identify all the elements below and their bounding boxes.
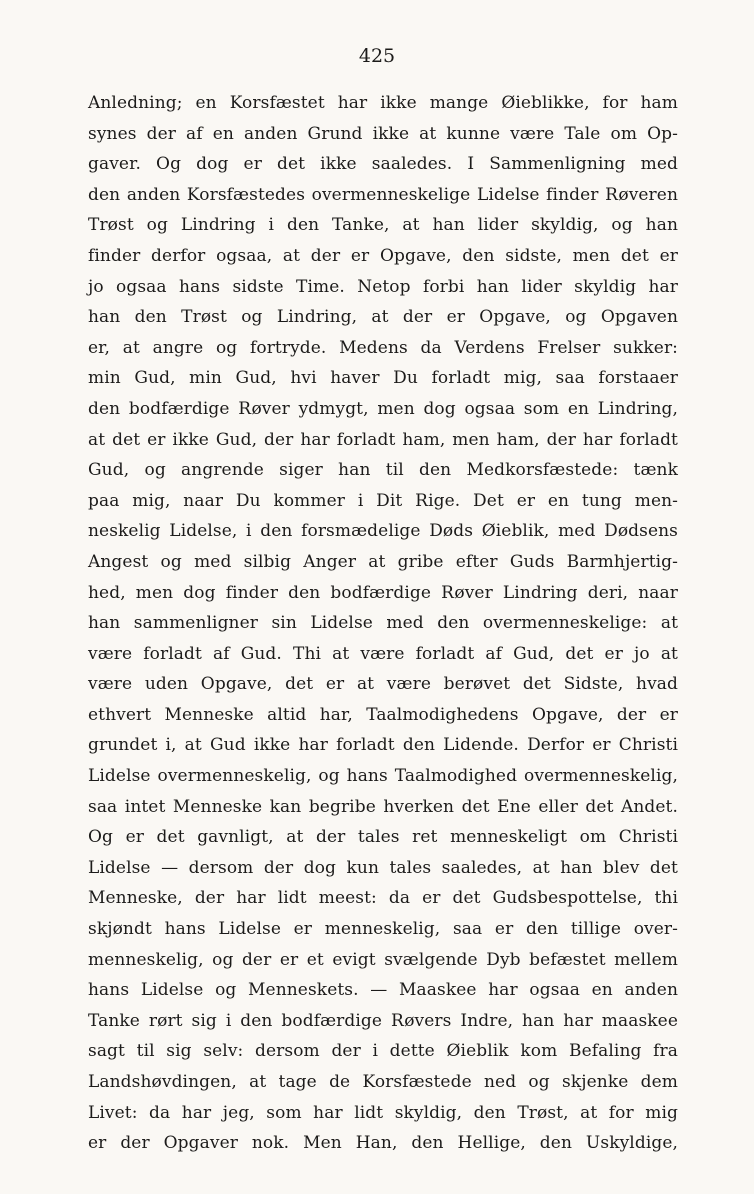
text-line: synes der af en anden Grund ikke at kunne være Tale om Op- [88, 123, 678, 144]
text-line: at det er ikke Gud, der har forladt ham, men ham, der har forladt [88, 429, 678, 450]
text-line: er der Opgaver nok. Men Han, den Hellige, den Uskyldige, [88, 1133, 678, 1154]
text-line: være uden Opgave, det er at være berøvet det Sidste, hvad [88, 674, 678, 695]
text-line: den anden Korsfæstedes overmenneskelige Lidelse finder Røveren [88, 184, 678, 205]
text-line: gaver. Og dog er det ikke saaledes. I Sammenligning med [88, 154, 678, 175]
text-line: han sammenligner sin Lidelse med den overmenneskelige: at [88, 613, 678, 634]
text-line: han den Trøst og Lindring, at der er Opgave, og Opgaven [88, 307, 678, 328]
text-line: Angest og med silbig Anger at gribe efter Guds Barmhjertig- [88, 551, 678, 572]
text-line: grundet i, at Gud ikke har forladt den Lidende. Derfor er Christi [88, 735, 678, 756]
text-line: Og er det gavnligt, at der tales ret menneskeligt om Christi [88, 827, 678, 848]
text-line: neskelig Lidelse, i den forsmædelige Døds Øieblik, med Dødsens [88, 521, 678, 542]
text-line: ethvert Menneske altid har, Taalmodighedens Opgave, der er [88, 704, 678, 725]
text-line: Landshøvdingen, at tage de Korsfæstede ned og skjenke dem [88, 1072, 678, 1092]
text-line: menneskelig, og der er et evigt svælgende Dyb befæstet mellem [88, 949, 678, 970]
text-line: min Gud, min Gud, hvi haver Du forladt mig, saa forstaaer [88, 368, 678, 389]
text-line: Livet: da har jeg, som har lidt skyldig, den Trøst, at for mig [88, 1102, 678, 1123]
text-line: Anledning; en Korsfæstet har ikke mange Øieblikke, for ham [88, 93, 678, 113]
text-line: den bodfærdige Røver ydmygt, men dog ogsaa som en Lindring, [88, 398, 678, 419]
text-line: Menneske, der har lidt meest: da er det Gudsbespottelse, thi [88, 888, 678, 909]
text-line: sagt til sig selv: dersom der i dette Øieblik kom Befaling fra [88, 1041, 678, 1062]
text-line: Gud, og angrende siger han til den Medkorsfæstede: tænk [88, 460, 678, 481]
text-line: finder derfor ogsaa, at der er Opgave, den sidste, men det er [88, 245, 678, 266]
text-line: jo ogsaa hans sidste Time. Netop forbi han lider skyldig har [88, 276, 678, 297]
text-line: hed, men dog finder den bodfærdige Røver Lindring deri, naar [88, 582, 678, 603]
text-line: Trøst og Lindring i den Tanke, at han lider skyldig, og han [88, 215, 678, 236]
text-line: Lidelse overmenneskelig, og hans Taalmodighed overmenneskelig, [88, 766, 678, 787]
text-line: er, at angre og fortryde. Medens da Verdens Frelser sukker: [88, 337, 678, 358]
text-line: hans Lidelse og Menneskets. — Maaskee har ogsaa en anden [88, 980, 678, 1001]
text-line: saa intet Menneske kan begribe hverken det Ene eller det Andet. [88, 796, 678, 817]
text-line: paa mig, naar Du kommer i Dit Rige. Det er en tung men- [88, 490, 678, 511]
text-line: være forladt af Gud. Thi at være forladt af Gud, det er jo at [88, 643, 678, 664]
page-number: 425 [358, 45, 396, 67]
text-line: Tanke rørt sig i den bodfærdige Røvers Indre, han har maaskee [88, 1010, 678, 1031]
text-line: skjøndt hans Lidelse er menneskelig, saa er den tillige over- [88, 919, 678, 940]
body-text [88, 88, 678, 1159]
text-line: Lidelse — dersom der dog kun tales saaledes, at han blev det [88, 857, 678, 878]
